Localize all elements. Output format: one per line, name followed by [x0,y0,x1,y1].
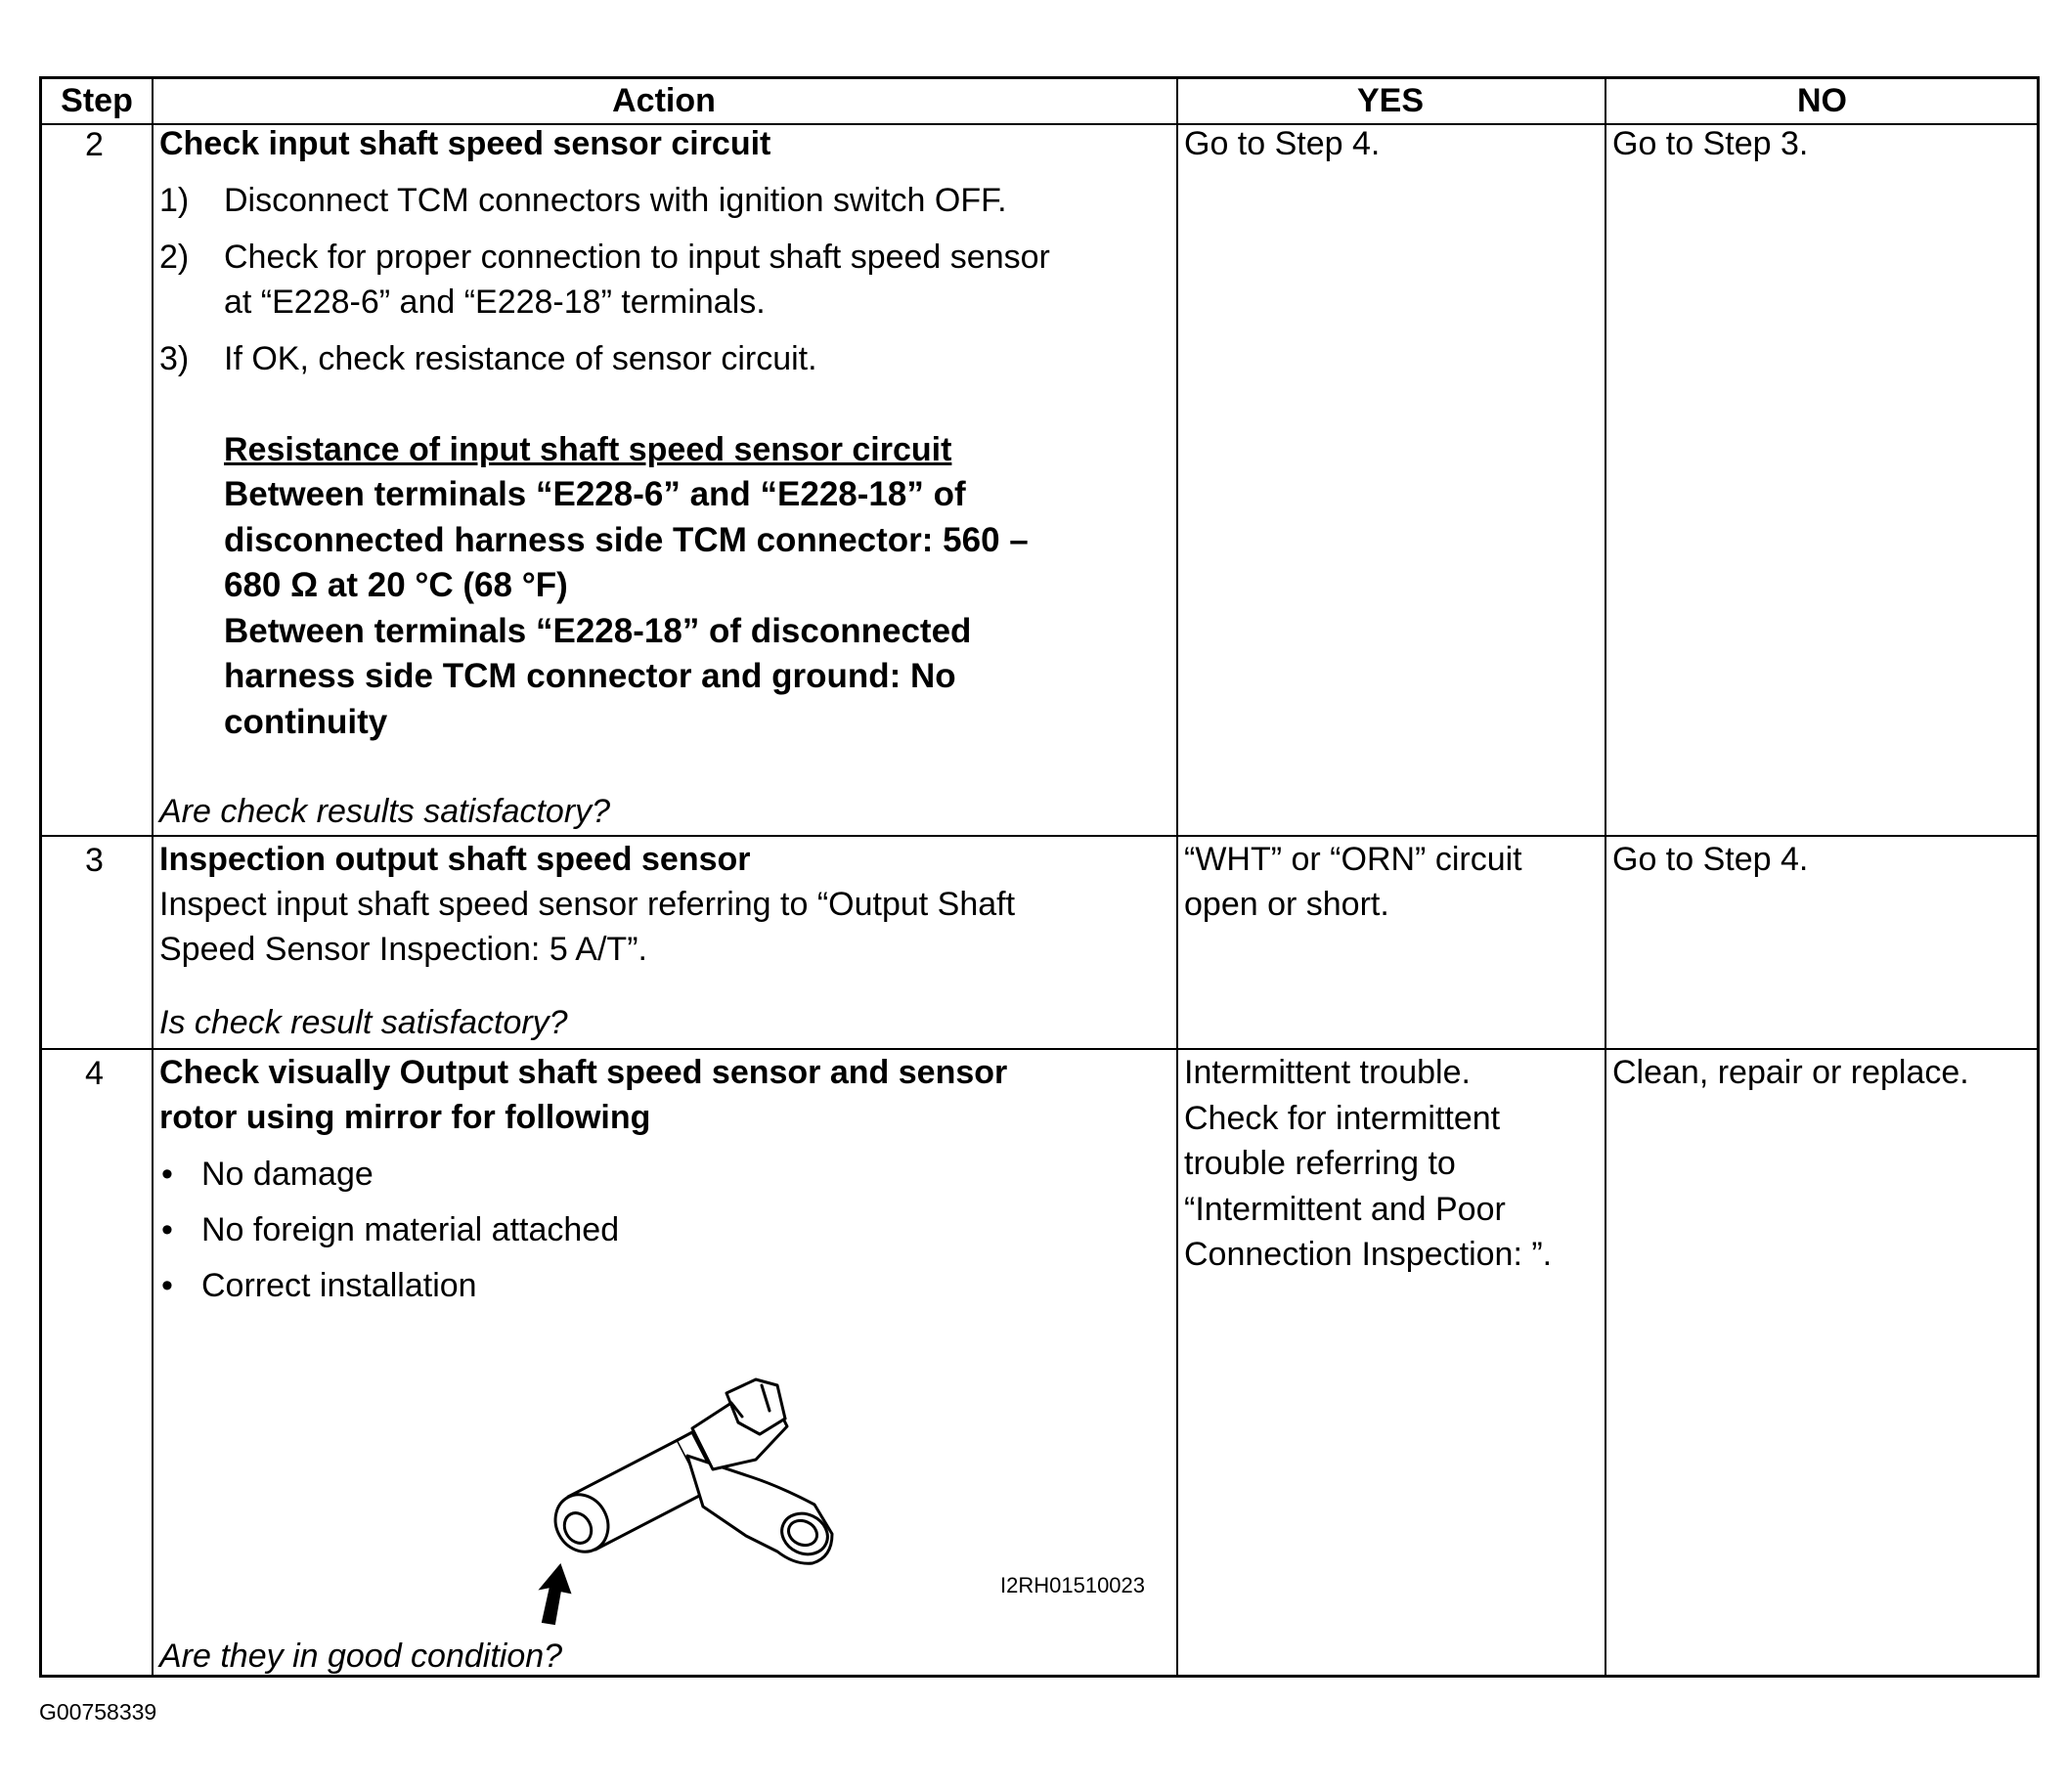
item-text: at “E228-6” and “E228-18” terminals. [224,284,766,321]
item-text: Disconnect TCM connectors with ignition switch OFF. [224,182,1007,219]
question: Are they in good condition? [159,1638,563,1675]
yes-text: Check for intermittent [1184,1099,1501,1137]
bullet-dot: • [161,1211,173,1248]
no-text: Clean, repair or replace. [1612,1054,1969,1091]
header-step: Step [61,82,133,119]
spec-line: 680 Ω at 20 °C (68 °F) [224,566,568,604]
spec-line: Between terminals “E228-18” of disconnected [224,611,972,650]
header-action: Action [612,82,716,119]
speed-sensor-illustration [521,1360,873,1653]
yes-text: “WHT” or “ORN” circuit [1184,841,1522,878]
spec-block [224,472,1029,745]
yes-text: open or short. [1184,886,1389,923]
yes-text: Intermittent trouble. [1184,1054,1471,1091]
no-text: Go to Step 3. [1612,125,1809,162]
bullet-text: No damage [201,1156,374,1193]
question: Is check result satisfactory? [159,1004,568,1041]
spec-line: Between terminals “E228-6” and “E228-18” of [224,475,966,513]
step-number: 4 [85,1055,104,1092]
yes-text: “Intermittent and Poor [1184,1190,1506,1228]
spec-line: continuity [224,702,388,741]
step-title: Inspection output shaft speed sensor [159,841,751,878]
column-divider [152,79,154,1675]
footer-code: G00758339 [39,1699,157,1725]
item-marker: 1) [159,182,190,219]
question: Are check results satisfactory? [159,793,611,830]
step-title: Check input shaft speed sensor circuit [159,125,771,162]
step-title: Check visually Output shaft speed sensor and sensor [159,1054,1008,1091]
spec-heading: Resistance of input shaft speed sensor circuit [224,431,952,468]
header-yes: YES [1356,82,1425,119]
item-text: If OK, check resistance of sensor circuit. [224,340,817,377]
spec-line: disconnected harness side TCM connector: 560 – [224,520,1029,559]
step-title: rotor using mirror for following [159,1099,651,1136]
step-number: 3 [85,842,104,879]
yes-text-block [1184,1050,1552,1278]
yes-text: trouble referring to [1184,1145,1456,1182]
spec-line: harness side TCM connector and ground: No [224,657,956,695]
yes-text: Connection Inspection: ”. [1184,1236,1553,1273]
step-number: 2 [85,126,104,163]
column-divider [1605,79,1606,1675]
figure-id: I2RH01510023 [1000,1573,1146,1597]
bullet-text: No foreign material attached [201,1211,620,1248]
item-marker: 2) [159,239,190,276]
item-text: Check for proper connection to input shaft speed sensor [224,239,1050,276]
body-text: Inspect input shaft speed sensor referring to “Output Shaft [159,886,1016,923]
body-text: Speed Sensor Inspection: 5 A/T”. [159,931,647,968]
bullet-dot: • [161,1267,173,1304]
column-divider [1176,79,1178,1675]
yes-text: Go to Step 4. [1184,125,1381,162]
diagnostic-table [39,76,2040,1678]
item-marker: 3) [159,340,190,377]
bullet-dot: • [161,1156,173,1193]
bullet-text: Correct installation [201,1267,477,1304]
header-no: NO [1797,82,1847,119]
no-text: Go to Step 4. [1612,841,1809,878]
